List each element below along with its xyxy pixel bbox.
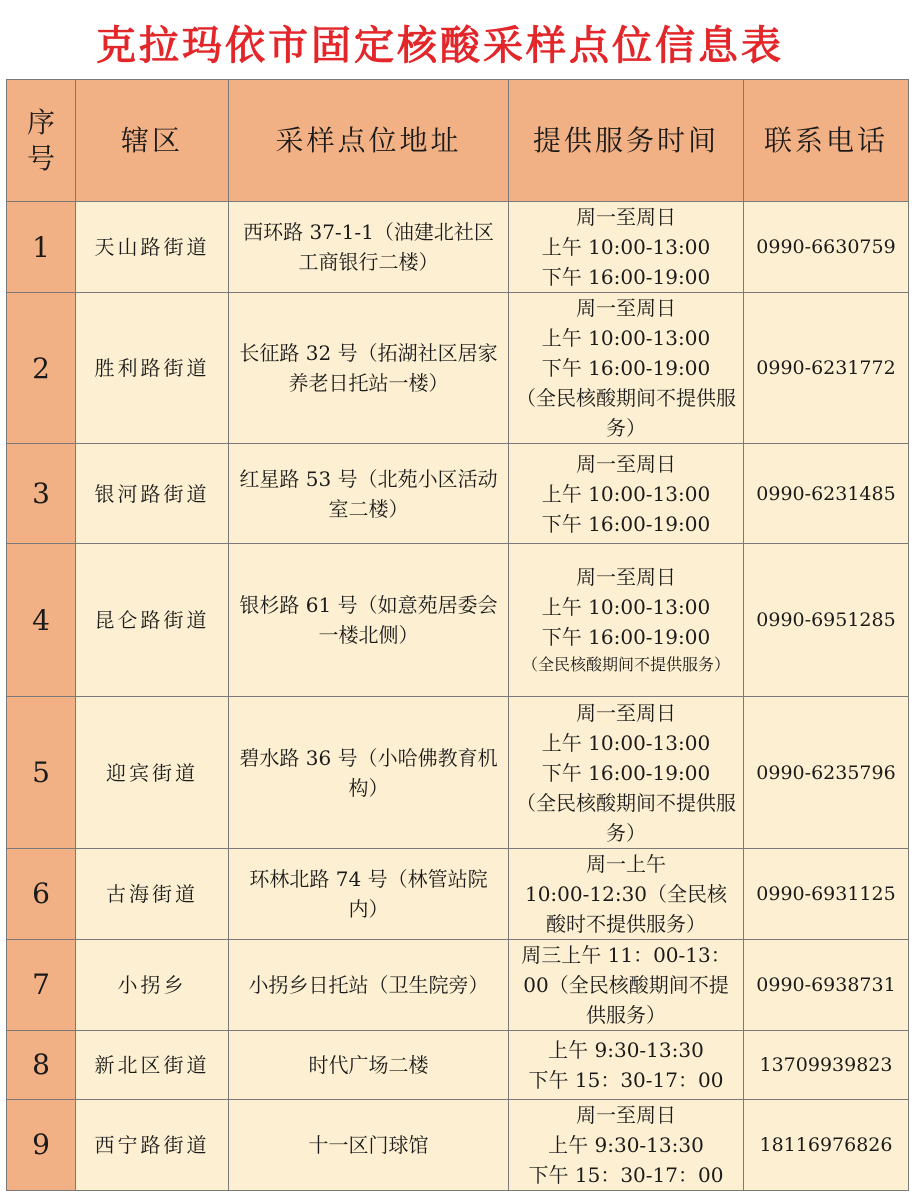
table-row xyxy=(7,202,909,293)
row-address: 长征路 32 号（拓湖社区居家养老日托站一楼） xyxy=(229,293,509,444)
row-phone: 0990-6951285 xyxy=(744,544,909,697)
row-hours xyxy=(509,202,744,293)
hours-line: 周一至周日 xyxy=(576,205,676,230)
table-row xyxy=(7,544,909,697)
hours-line: 上午 10:00-13:00 xyxy=(541,730,711,755)
row-phone: 0990-6231485 xyxy=(744,444,909,544)
row-district: 小拐乡 xyxy=(76,939,229,1030)
row-phone: 0990-6235796 xyxy=(744,697,909,848)
table-row xyxy=(7,293,909,444)
row-district: 古海街道 xyxy=(76,848,229,939)
hours-line: 下午 15：30-17：00 xyxy=(528,1067,724,1092)
row-phone: 18116976826 xyxy=(744,1099,909,1190)
row-number: 5 xyxy=(7,697,76,848)
row-number: 1 xyxy=(7,202,76,293)
row-number: 7 xyxy=(7,939,76,1030)
header-seq: 序号 xyxy=(7,80,76,202)
row-number: 8 xyxy=(7,1030,76,1099)
page-title: 克拉玛依市固定核酸采样点位信息表 xyxy=(96,23,784,69)
row-hours xyxy=(509,939,744,1030)
row-hours xyxy=(509,697,744,848)
table-row xyxy=(7,697,909,848)
row-phone: 0990-6938731 xyxy=(744,939,909,1030)
hours-line: 周一至周日 xyxy=(576,700,676,725)
row-phone: 13709939823 xyxy=(744,1030,909,1099)
row-hours xyxy=(509,444,744,544)
hours-line: 下午 15：30-17：00 xyxy=(528,1162,724,1187)
row-district: 迎宾街道 xyxy=(76,697,229,848)
row-address: 红星路 53 号（北苑小区活动室二楼） xyxy=(229,444,509,544)
row-phone: 0990-6931125 xyxy=(744,848,909,939)
hours-line: 周一至周日 xyxy=(576,1102,676,1127)
row-district: 新北区街道 xyxy=(76,1030,229,1099)
hours-line: 下午 16:00-19:00 xyxy=(541,760,711,785)
row-address: 碧水路 36 号（小哈佛教育机构） xyxy=(229,697,509,848)
row-address: 银杉路 61 号（如意苑居委会一楼北侧） xyxy=(229,544,509,697)
row-hours xyxy=(509,1099,744,1190)
row-hours xyxy=(509,293,744,444)
hours-line: 上午 9:30-13:30 xyxy=(548,1037,704,1062)
table-row xyxy=(7,444,909,544)
hours-line: 周一上午 xyxy=(586,851,666,876)
row-number: 2 xyxy=(7,293,76,444)
row-phone: 0990-6630759 xyxy=(744,202,909,293)
row-address: 时代广场二楼 xyxy=(229,1030,509,1099)
hours-line: 下午 16:00-19:00 xyxy=(541,625,711,650)
table-row xyxy=(7,939,909,1030)
hours-line: 周一至周日 xyxy=(576,296,676,321)
row-address: 十一区门球馆 xyxy=(229,1099,509,1190)
row-number: 6 xyxy=(7,848,76,939)
row-address: 西环路 37-1-1（油建北社区工商银行二楼） xyxy=(229,202,509,293)
hours-line: （全民核酸期间不提供服务） xyxy=(516,790,736,845)
row-number: 4 xyxy=(7,544,76,697)
hours-line: 下午 16:00-19:00 xyxy=(541,511,711,536)
header-address: 采样点位地址 xyxy=(229,80,509,202)
row-number: 9 xyxy=(7,1099,76,1190)
row-district: 昆仑路街道 xyxy=(76,544,229,697)
hours-line: 下午 16:00-19:00 xyxy=(541,356,711,381)
row-address: 小拐乡日托站（卫生院旁） xyxy=(229,939,509,1030)
hours-line: 上午 10:00-13:00 xyxy=(541,595,711,620)
row-number: 3 xyxy=(7,444,76,544)
hours-line: 上午 10:00-13:00 xyxy=(541,235,711,260)
hours-line: 下午 16:00-19:00 xyxy=(541,265,711,290)
hours-line: 周三上午 11：00-13：00（全民核酸期间不提供服务） xyxy=(521,942,731,1027)
table-row xyxy=(7,1099,909,1190)
row-hours xyxy=(509,544,744,697)
header-phone: 联系电话 xyxy=(744,80,909,202)
table-row xyxy=(7,1030,909,1099)
hours-line: 上午 9:30-13:30 xyxy=(548,1132,704,1157)
hours-line: （全民核酸期间不提供服务） xyxy=(516,386,736,441)
hours-line: 上午 10:00-13:00 xyxy=(541,326,711,351)
table-row xyxy=(7,848,909,939)
row-district: 西宁路街道 xyxy=(76,1099,229,1190)
row-district: 银河路街道 xyxy=(76,444,229,544)
row-hours xyxy=(509,848,744,939)
hours-note: （全民核酸期间不提供服务） xyxy=(521,655,730,675)
table-header-row xyxy=(7,80,909,202)
sampling-sites-table xyxy=(6,79,909,1191)
hours-line: 上午 10:00-13:00 xyxy=(541,481,711,506)
row-district: 天山路街道 xyxy=(76,202,229,293)
hours-line: 10:00-12:30（全民核酸时不提供服务） xyxy=(524,881,728,936)
row-district: 胜利路街道 xyxy=(76,293,229,444)
header-hours: 提供服务时间 xyxy=(509,80,744,202)
hours-line: 周一至周日 xyxy=(576,451,676,476)
row-hours xyxy=(509,1030,744,1099)
row-phone: 0990-6231772 xyxy=(744,293,909,444)
header-district: 辖区 xyxy=(76,80,229,202)
hours-line: 周一至周日 xyxy=(576,565,676,590)
row-address: 环林北路 74 号（林管站院内） xyxy=(229,848,509,939)
